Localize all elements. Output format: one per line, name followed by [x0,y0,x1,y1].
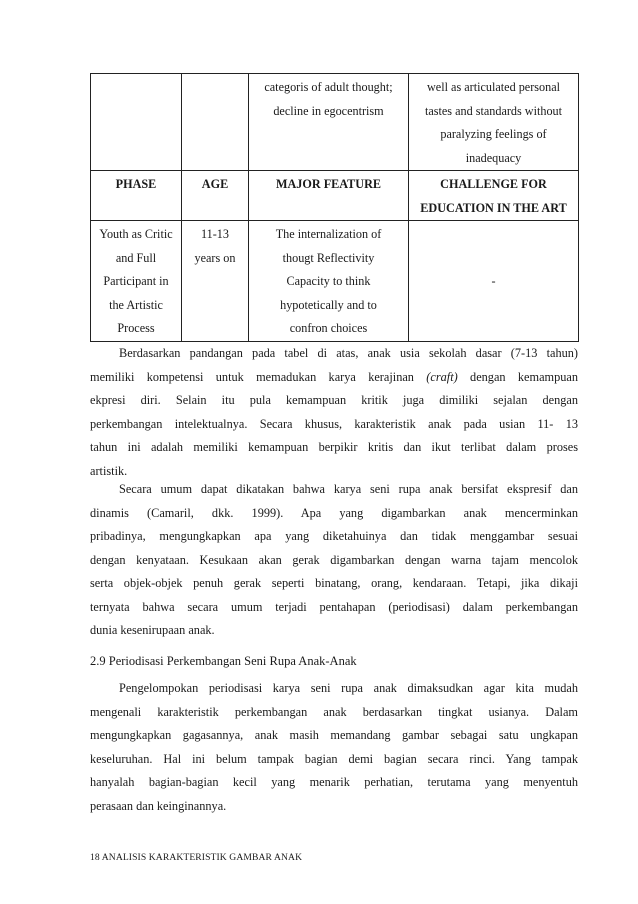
table-cell-age: 11-13 years on [182,221,249,342]
table-header-row [91,171,579,221]
emphasis-term: (craft) [426,369,458,384]
page-footer: 18 ANALISIS KARAKTERISTIK GAMBAR ANAK [90,852,303,863]
table-cell-phase-empty [91,74,182,171]
table-cell-challenge: - [409,221,579,342]
table-cell-challenge-continued: well as articulated personal tastes and standards without paralyzing feelings of inadequacy [409,74,579,171]
column-header-age: AGE [182,171,249,221]
section-heading: 2.9 Periodisasi Perkembangan Seni Rupa Anak-Anak [90,654,357,668]
column-header-phase: PHASE [91,171,182,221]
table-cell-age-empty [182,74,249,171]
table-cell-feature-continued: categoris of adult thought; decline in egocentrism [249,74,409,171]
column-header-challenge: CHALLENGE FOR EDUCATION IN THE ART [409,171,579,221]
column-header-major-feature: MAJOR FEATURE [249,171,409,221]
table-row [91,221,579,342]
paragraph-general-characteristics: Secara umum dapat dikatakan bahwa karya seni rupa anak bersifat ekspresif dan dinamis (Camaril, dkk. 1999). Apa yang digambarkan anak mencerminkan pribadinya, mengungkapkan apa yang diketahuinya dan tidak menggambar sesuai dengan kenyataan. Kesukaan akan gerak digambarkan dengan warna tajam mencolok serta objek-objek penuh gerak seperti binatang, orang, kendaraan. Tetapi, jika dikaji ternyata bahwa secara umum terjadi pentahapan (periodisasi) dalam perkembangan dunia kesenirupaan anak. [90,482,578,637]
paragraph-line-with-emphasis: memiliki kompetensi untuk memadukan karya kerajinan (craft) dengan kemampuan [90,369,579,384]
table-row-continuation [91,74,579,171]
table-cell-phase: Youth as Critic and Full Participant in the Artistic Process [91,221,182,342]
art-development-phase-table [90,73,579,342]
table-cell-major-feature: The internalization of thougt Reflectivity Capacity to think hypotetically and to confron choices [249,221,409,342]
paragraph-periodization: Pengelompokan periodisasi karya seni rupa anak dimaksudkan agar kita mudah mengenali karakteristik perkembangan anak berdasarkan tingkat usianya. Dalam mengungkapkan gagasannya, anak masih memandang gambar sebagai satu ungkapan keseluruhan. Hal ini belum tampak bagian demi bagian secara rinci. Yang tampak hanyalah bagian-bagian kecil yang menarik perhatian, terutama yang menyentuh perasaan dan keinginannya. [90,681,578,813]
paragraph-table-discussion: Berdasarkan pandangan pada tabel di atas, anak usia sekolah dasar (7-13 tahun) memiliki kompetensi untuk memadukan karya kerajinan (craft) dengan kemampuan ekpresi diri. Selain itu pula kemampuan kritik juga dimiliki sejalan dengan perkembangan intelektualnya. Secara khusus, karakteristik anak pada usian 11- 13 tahun ini adalah memiliki kemampuan berpikir kritis dan ikut terlibat dalam proses artistik. [90,346,579,478]
